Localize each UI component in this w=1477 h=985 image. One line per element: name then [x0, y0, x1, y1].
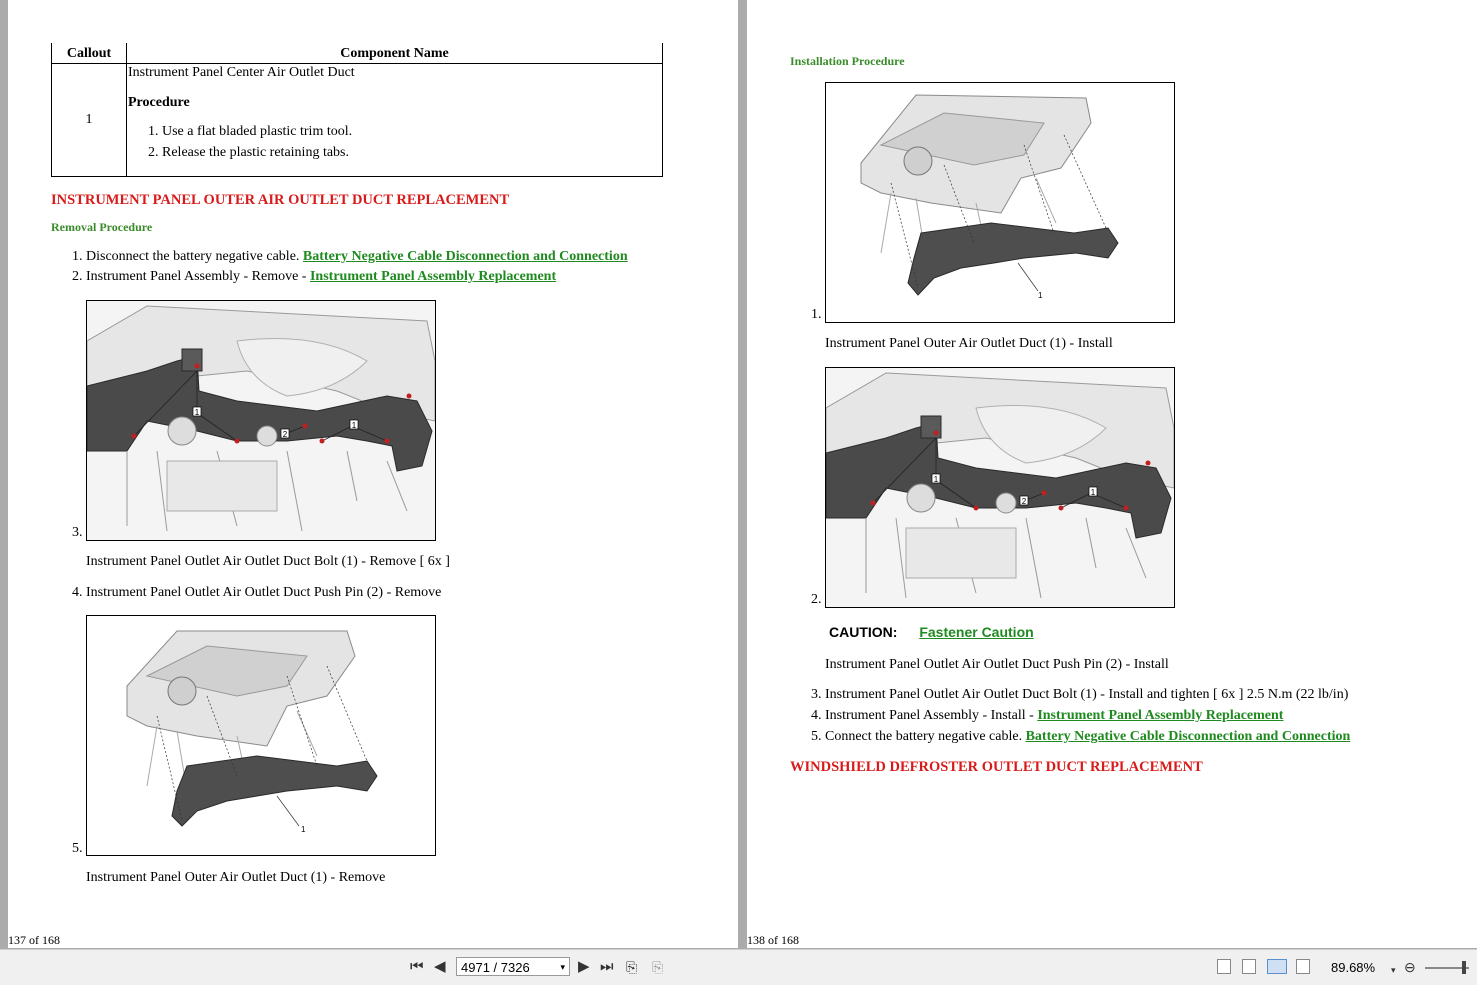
install-fig-small-label: 1 — [1038, 291, 1043, 300]
previous-page-icon[interactable]: ◀ — [434, 958, 446, 975]
caution-label: CAUTION: — [829, 624, 898, 640]
procedure-step-1: 1. Use a flat bladed plastic trim tool. — [148, 124, 353, 139]
figure-outer-duct-install — [825, 82, 1175, 323]
component-name: Instrument Panel Center Air Outlet Duct — [128, 65, 355, 80]
removal-step-1-text: 1. Disconnect the battery negative cable. — [72, 249, 303, 264]
install-step-1-caption: Instrument Panel Outer Air Outlet Duct (1) - Install — [825, 336, 1113, 351]
page-indicator-text: 4971 / 7326 — [461, 960, 530, 975]
continuous-facing-view-icon[interactable] — [1296, 959, 1310, 974]
page-number-right: 138 of 168 — [747, 933, 799, 947]
callout-header: Callout — [52, 43, 127, 64]
last-page-icon[interactable]: ⏭ — [600, 958, 614, 975]
removal-step-1 — [72, 249, 628, 265]
left-document-page — [8, 0, 738, 948]
install-step-2-number: 2. — [811, 592, 822, 607]
fig-label-2: 2 — [282, 430, 288, 439]
install-step-1-number: 1. — [811, 307, 822, 322]
section-title: INSTRUMENT PANEL OUTER AIR OUTLET DUCT REPLACEMENT — [51, 192, 510, 208]
facing-view-icon[interactable] — [1267, 959, 1287, 974]
install-step-4 — [811, 708, 1283, 724]
fastener-caution-link[interactable]: Fastener Caution — [919, 624, 1034, 640]
install-step-5 — [811, 729, 1350, 745]
component-name-header: Component Name — [127, 43, 663, 64]
zoom-slider-handle[interactable] — [1462, 961, 1466, 974]
install-step-2-caption: Instrument Panel Outlet Air Outlet Duct Push Pin (2) - Install — [825, 657, 1169, 672]
removal-step-5-caption: Instrument Panel Outer Air Outlet Duct (1) - Remove — [86, 870, 386, 885]
page-number-left: 137 of 168 — [8, 933, 60, 947]
component-cell — [127, 64, 663, 177]
callout-table — [51, 43, 663, 177]
figure-duct-bolts — [86, 300, 436, 541]
install-fig-label-1: 1 — [933, 475, 939, 484]
install-step-3: 3. Instrument Panel Outlet Air Outlet Duct Bolt (1) - Install and tighten [ 6x ] 2.5 N.m (22 lb/in) — [811, 687, 1349, 702]
previous-view-icon[interactable]: ⎘ — [626, 959, 638, 975]
install-battery-cable-link[interactable]: Battery Negative Cable Disconnection and Connection — [1025, 729, 1351, 744]
figure-outer-duct-remove — [86, 615, 436, 856]
single-page-view-icon[interactable] — [1217, 959, 1231, 974]
next-page-icon[interactable]: ▶ — [578, 958, 590, 975]
procedure-step-2: 2. Release the plastic retaining tabs. — [148, 145, 349, 160]
install-step-5-text: 5. Connect the battery negative cable. — [811, 729, 1026, 744]
zoom-level[interactable]: 89.68% — [1331, 960, 1376, 975]
installation-procedure-label: Installation Procedure — [790, 54, 905, 68]
removal-step-2-text: 2. Instrument Panel Assembly - Remove - — [72, 269, 310, 284]
removal-step-2 — [72, 269, 556, 285]
battery-cable-link[interactable]: Battery Negative Cable Disconnection and Connection — [302, 249, 628, 264]
removal-step-3-number: 3. — [72, 525, 83, 540]
figure-push-pins-install — [825, 367, 1175, 608]
removal-step-5-number: 5. — [72, 841, 83, 856]
next-section-title: WINDSHIELD DEFROSTER OUTLET DUCT REPLACEMENT — [790, 759, 1203, 775]
instrument-panel-link[interactable]: Instrument Panel Assembly Replacement — [309, 269, 557, 284]
callout-number: 1 — [52, 64, 127, 177]
removal-step-4: 4. Instrument Panel Outlet Air Outlet Duct Push Pin (2) - Remove — [72, 585, 442, 600]
removal-step-3-caption: Instrument Panel Outlet Air Outlet Duct Bolt (1) - Remove [ 6x ] — [86, 554, 450, 569]
viewer-toolbar — [0, 949, 1477, 985]
install-fig-label-2: 2 — [1021, 497, 1027, 506]
install-instrument-panel-link[interactable]: Instrument Panel Assembly Replacement — [1037, 708, 1284, 723]
procedure-label: Procedure — [128, 95, 190, 110]
fig-label-3: 1 — [351, 421, 357, 430]
fig-label-1: 1 — [194, 408, 200, 417]
zoom-out-icon[interactable]: ⊖ — [1404, 959, 1416, 975]
fig-small-label: 1 — [301, 825, 306, 834]
first-page-icon[interactable]: ⏮ — [410, 958, 424, 975]
right-document-page — [747, 0, 1477, 948]
removal-procedure-label: Removal Procedure — [51, 220, 153, 234]
continuous-view-icon[interactable] — [1242, 959, 1256, 974]
install-fig-label-3: 1 — [1090, 488, 1096, 497]
zoom-dropdown-icon[interactable]: ▾ — [1391, 965, 1396, 975]
page-number-input[interactable] — [456, 957, 570, 976]
next-view-icon[interactable]: ⎘ — [652, 959, 664, 975]
page-dropdown-icon[interactable]: ▾ — [560, 962, 565, 972]
caution-row — [829, 624, 1034, 640]
install-step-4-text: 4. Instrument Panel Assembly - Install - — [811, 708, 1038, 723]
